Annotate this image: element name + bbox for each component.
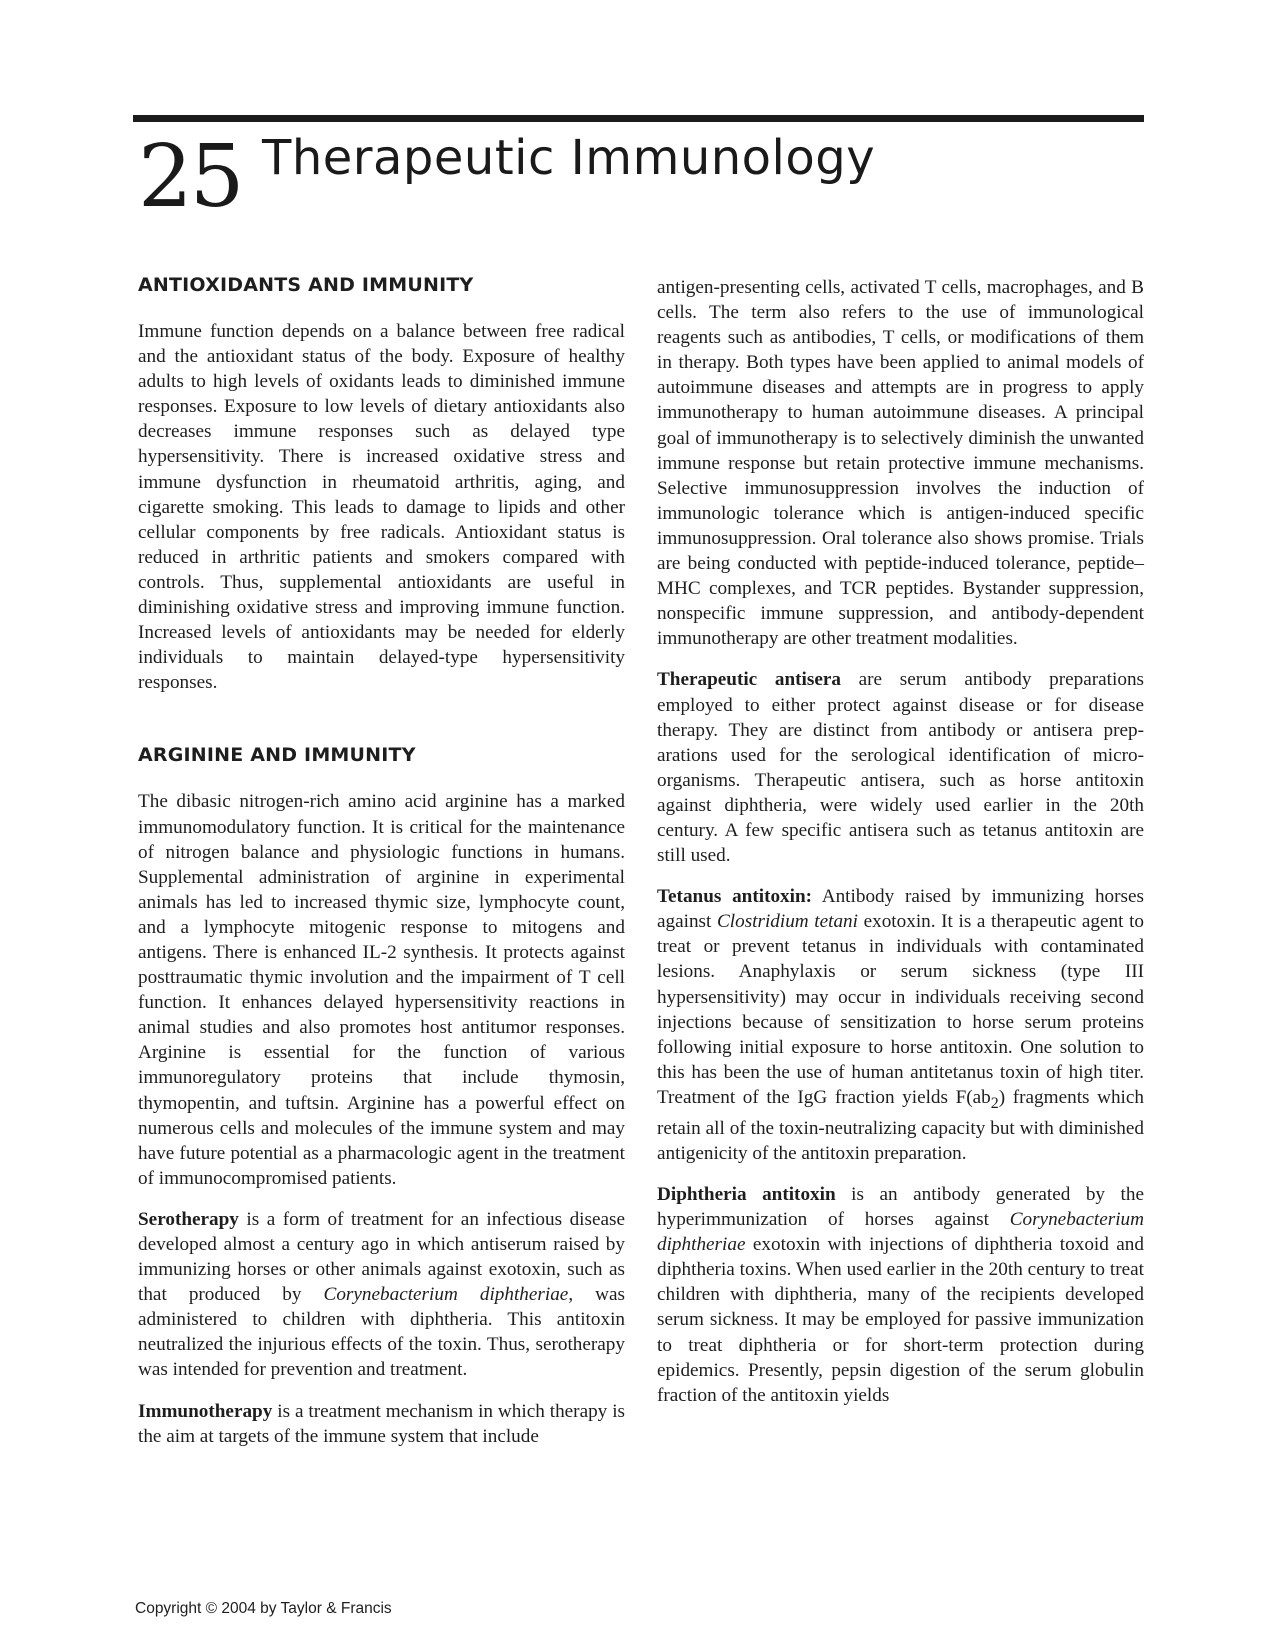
paragraph-serotherapy [138,1207,625,1383]
paragraph-immunotherapy-continued: antigen-presenting cells, activated T cells, macrophages, and B cells. The term also refers to the use of immunological reagents such as antibodies, T cells, or modifications of them in therapy. Both types have been applied to animal models of autoimmune diseases and attempts are in progress to apply immunotherapy to human autoimmune diseases. A principal goal of immunotherapy is to selectively diminish the unwanted immune response but retain protective immune mechanisms. Selective immunosuppression involves the induction of immunologic tolerance which is antigen-induced specific immunosuppression. Oral tolerance also shows promise. Trials are being conducted with peptide-induced tolerance, peptide–MHC complexes, and TCR peptides. Bystander suppression, nonspecific immune suppression, and antibody-dependent immunotherapy are other treatment modalities. [657,277,1144,650]
chapter-title: Therapeutic Immunology [262,130,876,186]
section-heading-antioxidants: ANTIOXIDANTS AND IMMUNITY [138,274,474,296]
paragraph-antisera [657,667,1144,868]
left-column [138,272,625,1465]
section-heading-arginine: ARGININE AND IMMUNITY [138,744,416,767]
term-diphtheria: Diphtheria antitoxin [657,1184,836,1206]
term-antisera: Therapeutic antisera [657,669,841,691]
paragraph-antioxidants: Immune function depends on a balance between free radical and the antioxidant status of the body. Exposure of healthy adults to high levels of oxidants leads to diminished immune responses. Exposure to low levels of dietary antioxidants also decreases immune responses such as delayed type hypersensitivity. There is increased oxidative stress and immune dysfunction in rheumatoid arthritis, aging, and cigarette smoking. This leads to damage to lipids and other cellular components by free radicals. Antioxidant status is reduced in arthritic patients and smokers compared with controls. Thus, supplemental antioxidants are useful in diminishing oxidative stress and improving immune function. Increased levels of antioxidants may be needed for elderly individuals to maintain delayed-type hypersensitivity responses. [138,321,625,694]
chapter-number: 25 [138,127,242,227]
term-serotherapy: Serotherapy [138,1208,239,1230]
diphtheria-text-b: exotoxin with injections of diphtheria toxoid and diphtheria toxins. When used earlier in the 20th century to treat children with diphtheria, many of the recipients developed serum sickness. It may be employed for passive immunization to treat diphtheria or for short-term protection during epidemics. Presently, pepsin digestion of the serum globulin fraction of the antitoxin yields [657,1234,1144,1406]
paragraph-tetanus [657,884,1144,1166]
serotherapy-italic: Corynebacterium diphtheriae [323,1284,569,1306]
tetanus-italic: Clostridium tetani [716,911,858,933]
immunotherapy-text-a: is a treatment mechanism in which therapy is the aim at targets of the immune system that include [138,1400,625,1447]
right-column [657,275,1144,1424]
paragraph-arginine: The dibasic nitrogen-rich amino acid arginine has a marked immunomodulatory function. It is critical for the maintenance of nitrogen balance and physiologic functions in humans. Supplemental administration of arginine in experimental animals has led to increased thymic size, lymphocyte count, and a lymphocyte mitogenic response to mitogens and antigens. There is enhanced IL-2 synthesis. It protects against posttraumatic thymic involution and the impairment of T cell function. It enhances delayed hypersensitivity reactions in animal studies and also promotes host antitumor responses. Arginine is essential for the function of various immunoregulatory proteins that include thymosin, thymopentin, and tuftsin. Arginine has a powerful effect on numerous cells and molecules of the immune system and may have future potential as a pharmacologic agent in the treatment of immunocompromised patients. [138,791,625,1189]
antisera-text-a: are serum antibody preparations employed to either protect against disease or for disease therapy. They are distinct from antibody or antisera preparations used for the serological identification of microorganisms. Therapeutic antisera, such as horse antitoxin against diphtheria, were widely used earlier in the 20th century. A few specific antisera such as tetanus antitoxin are still used. [657,669,1144,867]
tetanus-text-b: exotoxin. It is a therapeutic agent to treat or prevent tetanus in individuals with contaminated lesions. Anaphylaxis or serum sickness (type III hypersensitivity) may occur in individuals receiving second injections because of sensitization to horse serum proteins following initial exposure to horse antitoxin. One solution to this has been the use of human antitetanus toxin of high titer. Treatment of the IgG fraction yields F(ab [657,911,1144,1108]
diphtheria-italic: Corynebacterium diphtheriae [657,1209,1144,1256]
tetanus-text-a: Antibody raised by immunizing horses against [657,886,1144,933]
tetanus-subscript: 2 [990,1094,999,1112]
serotherapy-text-b: , was administered to children with diphtheria. This antitoxin neutralized the injurious effects of the toxin. Thus, serotherapy was intended for prevention and treatment. [138,1284,625,1381]
term-immunotherapy: Immunotherapy [138,1400,273,1422]
serotherapy-text-a: is a form of treatment for an infectious disease developed almost a century ago in which antiserum raised by immunizing horses or other animals against exotoxin, such as that produced by [138,1208,625,1306]
paragraph-diphtheria [657,1182,1144,1408]
paragraph-immunotherapy [138,1399,625,1449]
term-tetanus: Tetanus antitoxin: [657,886,813,908]
tetanus-text-c: ) fragments which retain all of the toxin-neutralizing capacity but with diminished antigenicity of the antitoxin preparation. [657,1086,1144,1164]
chapter-rule [133,115,1144,122]
copyright-footer: Copyright © 2004 by Taylor & Francis [135,1600,392,1617]
diphtheria-text-a: is an antibody generated by the hyperimmunization of horses against [657,1184,1144,1231]
